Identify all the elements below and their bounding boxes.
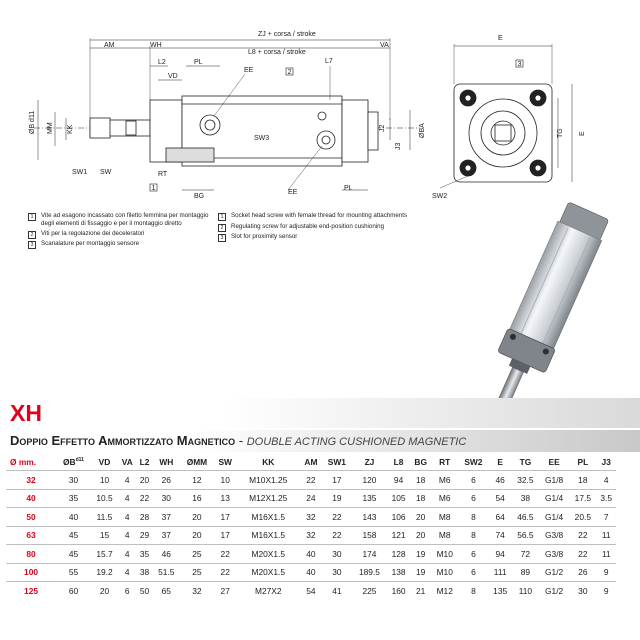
table-cell: 37 <box>153 526 180 545</box>
table-cell: 17 <box>322 471 352 490</box>
table-cell: G1/2 <box>539 582 569 600</box>
column-header: J3 <box>601 456 611 467</box>
table-cell: 20 <box>180 526 214 545</box>
table-cell: 19.2 <box>91 563 118 582</box>
table-cell: 106 <box>387 508 410 527</box>
label-l7: L7 <box>325 58 333 65</box>
label-sw1: SW1 <box>72 169 88 176</box>
bore-cell: 50 <box>6 508 56 527</box>
table-header-row <box>6 453 616 471</box>
table-cell: 74 <box>489 526 512 545</box>
table-cell: 30 <box>56 471 91 490</box>
label-sw: SW <box>100 169 112 176</box>
table-cell: 40 <box>300 545 322 564</box>
table-cell: 29 <box>136 526 152 545</box>
table-cell: 32 <box>300 508 322 527</box>
column-header: Ø mm. <box>10 456 37 467</box>
table-cell: 160 <box>387 582 410 600</box>
column-header: VA <box>121 456 133 467</box>
table-row <box>6 508 616 527</box>
label-wh: WH <box>150 42 162 49</box>
series-description <box>10 433 466 448</box>
table-cell: 27 <box>214 582 236 600</box>
table-cell: 46 <box>489 471 512 490</box>
table-cell: 22 <box>214 563 236 582</box>
table-cell: 18 <box>410 489 431 508</box>
bore-cell: 100 <box>6 563 56 582</box>
table-cell: 138 <box>387 563 410 582</box>
label-va: VA <box>380 42 389 49</box>
table-cell: 35 <box>136 545 152 564</box>
table-cell: 38 <box>136 563 152 582</box>
note-en-2: 2 Regulating screw for adjustable end-position cushioning <box>218 223 418 232</box>
table-cell: 22 <box>569 526 596 545</box>
table-cell: 51.5 <box>153 563 180 582</box>
table-row <box>6 563 616 582</box>
column-header: SW <box>218 456 232 467</box>
note-en-3: 3 Slot for proximity sensor <box>218 233 418 242</box>
table-cell: M12X1.25 <box>236 489 300 508</box>
label-j2: J2 <box>379 124 386 132</box>
table-cell: M16X1.5 <box>236 508 300 527</box>
table-cell: 38 <box>512 489 539 508</box>
callout-3 <box>516 60 523 68</box>
table-cell: 120 <box>352 471 387 490</box>
table-cell: 16 <box>180 489 214 508</box>
bore-cell: 80 <box>6 545 56 564</box>
table-cell: 94 <box>489 545 512 564</box>
label-l2: L2 <box>158 59 166 66</box>
svg-text:1: 1 <box>151 185 156 192</box>
label-sw3: SW3 <box>254 135 270 142</box>
table-cell: 35 <box>56 489 91 508</box>
bore-cell: 40 <box>6 489 56 508</box>
table-row <box>6 582 616 600</box>
table-cell: 174 <box>352 545 387 564</box>
table-cell: 32.5 <box>512 471 539 490</box>
table-cell: M12 <box>431 582 458 600</box>
table-cell: 30 <box>569 582 596 600</box>
label-kk: KK <box>67 124 74 134</box>
table-cell: 22 <box>214 545 236 564</box>
label-sw2: SW2 <box>432 193 448 200</box>
table-cell: 26 <box>569 563 596 582</box>
table-cell: 143 <box>352 508 387 527</box>
table-cell: 9 <box>596 563 616 582</box>
table-cell: 25 <box>180 563 214 582</box>
table-cell: 20 <box>136 471 152 490</box>
table-cell: 22 <box>322 526 352 545</box>
column-header: VD <box>98 456 111 467</box>
table-cell: G3/8 <box>539 545 569 564</box>
label-mm: MM <box>47 122 54 134</box>
table-cell: 17 <box>214 526 236 545</box>
label-am: AM <box>104 42 115 49</box>
column-header: BG <box>414 456 427 467</box>
column-header: WH <box>159 456 174 467</box>
table-cell: 45 <box>56 545 91 564</box>
table-cell: 4 <box>118 545 136 564</box>
label-j3: J3 <box>395 142 402 150</box>
table-cell: 11.5 <box>91 508 118 527</box>
label-e-top: E <box>498 35 503 42</box>
table-row <box>6 526 616 545</box>
column-header: RT <box>439 456 451 467</box>
column-header: KK <box>262 456 275 467</box>
table-cell: G1/4 <box>539 489 569 508</box>
table-cell: 4 <box>118 489 136 508</box>
table-cell: 64 <box>489 508 512 527</box>
table-row <box>6 471 616 490</box>
dimensions-table <box>6 453 616 600</box>
column-header: ØMM <box>186 456 208 467</box>
column-header: TG <box>519 456 532 467</box>
label-ee-bottom: EE <box>288 189 298 196</box>
label-oba: ØBA <box>419 123 426 138</box>
label-tg: TG <box>557 128 564 138</box>
table-cell: 10.5 <box>91 489 118 508</box>
table-cell: M10X1.25 <box>236 471 300 490</box>
table-cell: 25 <box>180 545 214 564</box>
label-ee: EE <box>244 67 254 74</box>
svg-text:2: 2 <box>287 69 292 76</box>
table-cell: 17.5 <box>569 489 596 508</box>
table-cell: M10 <box>431 545 458 564</box>
table-cell: 225 <box>352 582 387 600</box>
bore-cell: 32 <box>6 471 56 490</box>
table-row <box>6 545 616 564</box>
table-cell: 6 <box>458 563 488 582</box>
table-cell: 105 <box>387 489 410 508</box>
table-cell: 45 <box>56 526 91 545</box>
table-cell: 46 <box>153 545 180 564</box>
table-cell: 111 <box>489 563 512 582</box>
table-cell: 22 <box>136 489 152 508</box>
table-row <box>6 489 616 508</box>
table-cell: M6 <box>431 489 458 508</box>
table-cell: 6 <box>458 489 488 508</box>
note-it-1: 1 Vite ad esagono incassato con filetto femmina per montaggio degli elementi di fissaggio e per il montaggio diretto <box>28 212 213 228</box>
table-cell: M6 <box>431 471 458 490</box>
technical-drawing <box>0 0 640 215</box>
note-en-1: 1 Socket head screw with female thread for mounting attachments <box>218 212 418 221</box>
table-cell: 19 <box>410 563 431 582</box>
table-cell: 6 <box>118 582 136 600</box>
table-cell: 40 <box>56 508 91 527</box>
table-cell: 4 <box>118 563 136 582</box>
column-header: E <box>497 456 503 467</box>
table-cell: 21 <box>410 582 431 600</box>
table-cell: M20X1.5 <box>236 563 300 582</box>
label-pl-bottom: PL <box>344 185 353 192</box>
label-zj-stroke: ZJ + corsa / stroke <box>258 31 316 38</box>
table-cell: 46.5 <box>512 508 539 527</box>
table-cell: 4 <box>118 508 136 527</box>
label-e-side: E <box>579 131 586 136</box>
callout-1 <box>150 184 157 192</box>
note-it-3: 3 Scanalature per montaggio sensore <box>28 240 213 249</box>
description-english: DOUBLE ACTING CUSHIONED MAGNETIC <box>246 436 467 448</box>
label-l8-stroke: L8 + corsa / stroke <box>248 49 306 56</box>
table-cell: 32 <box>180 582 214 600</box>
table-cell: 41 <box>322 582 352 600</box>
column-header: $ØB_{d11}$ <box>63 456 84 467</box>
table-cell: 20.5 <box>569 508 596 527</box>
table-cell: 18 <box>569 471 596 490</box>
table-cell: M8 <box>431 508 458 527</box>
table-cell: 9 <box>596 582 616 600</box>
column-header: L8 <box>393 456 404 467</box>
column-header: ZJ <box>364 456 375 467</box>
table-cell: 11 <box>596 545 616 564</box>
table-cell: 4 <box>118 526 136 545</box>
table-cell: 89 <box>512 563 539 582</box>
table-cell: 135 <box>352 489 387 508</box>
table-cell: 8 <box>458 582 488 600</box>
table-cell: 50 <box>136 582 152 600</box>
table-cell: 20 <box>410 508 431 527</box>
table-cell: 12 <box>180 471 214 490</box>
table-cell: 121 <box>387 526 410 545</box>
table-cell: 158 <box>352 526 387 545</box>
table-cell: 24 <box>300 489 322 508</box>
table-cell: 20 <box>180 508 214 527</box>
table-cell: 8 <box>458 526 488 545</box>
table-cell: 189.5 <box>352 563 387 582</box>
table-cell: 30 <box>153 489 180 508</box>
table-cell: G1/8 <box>539 471 569 490</box>
table-cell: 3.5 <box>596 489 616 508</box>
table-cell: 55 <box>56 563 91 582</box>
table-cell: 28 <box>136 508 152 527</box>
table-cell: M27X2 <box>236 582 300 600</box>
description-italian: Doppio Effetto Ammortizzato Magnetico <box>10 433 236 448</box>
table-cell: 54 <box>489 489 512 508</box>
column-header: EE <box>548 456 560 467</box>
table-cell: 72 <box>512 545 539 564</box>
table-cell: 22 <box>322 508 352 527</box>
column-header: AM <box>304 456 318 467</box>
table-cell: 22 <box>300 471 322 490</box>
table-cell: 65 <box>153 582 180 600</box>
cylinder-product-photo <box>462 196 612 421</box>
table-cell: 6 <box>458 471 488 490</box>
callout-2 <box>286 68 293 76</box>
table-cell: 7 <box>596 508 616 527</box>
series-code: XH <box>10 400 42 426</box>
column-header: L2 <box>139 456 150 467</box>
column-header: PL <box>577 456 589 467</box>
table-cell: 19 <box>322 489 352 508</box>
notes-italian <box>28 212 213 251</box>
table-cell: G1/2 <box>539 563 569 582</box>
label-rt: RT <box>158 171 168 178</box>
note-it-2: 2 Viti per la regolazione dei deceleratori <box>28 230 213 239</box>
table-cell: 13 <box>214 489 236 508</box>
table-cell: 15.7 <box>91 545 118 564</box>
table-cell: 56.5 <box>512 526 539 545</box>
table-cell: M16X1.5 <box>236 526 300 545</box>
table-cell: 17 <box>214 508 236 527</box>
table-cell: 22 <box>569 545 596 564</box>
label-bg: BG <box>194 193 205 200</box>
bore-cell: 125 <box>6 582 56 600</box>
table-cell: 19 <box>410 545 431 564</box>
svg-text:3: 3 <box>517 61 522 68</box>
table-cell: G3/8 <box>539 526 569 545</box>
table-cell: 11 <box>596 526 616 545</box>
table-cell: M8 <box>431 526 458 545</box>
table-cell: 40 <box>300 563 322 582</box>
label-vd: VD <box>168 73 178 80</box>
table-cell: 20 <box>91 582 118 600</box>
table-cell: 128 <box>387 545 410 564</box>
description-separator: - <box>235 433 247 448</box>
table-cell: 54 <box>300 582 322 600</box>
table-cell: 10 <box>214 471 236 490</box>
table-cell: 135 <box>489 582 512 600</box>
table-cell: 10 <box>91 471 118 490</box>
table-cell: M20X1.5 <box>236 545 300 564</box>
table-cell: 18 <box>410 471 431 490</box>
table-cell: G1/4 <box>539 508 569 527</box>
table-cell: 6 <box>458 545 488 564</box>
table-cell: 8 <box>458 508 488 527</box>
table-cell: 110 <box>512 582 539 600</box>
table-cell: 20 <box>410 526 431 545</box>
table-cell: 60 <box>56 582 91 600</box>
table-cell: 32 <box>300 526 322 545</box>
bore-cell: 63 <box>6 526 56 545</box>
table-cell: 37 <box>153 508 180 527</box>
table-cell: 4 <box>596 471 616 490</box>
column-header: SW1 <box>327 456 346 467</box>
notes-english <box>218 212 418 244</box>
table-cell: 26 <box>153 471 180 490</box>
label-ob-d11: ØB d11 <box>29 110 36 134</box>
table-cell: 4 <box>118 471 136 490</box>
table-cell: M10 <box>431 563 458 582</box>
table-cell: 30 <box>322 545 352 564</box>
label-pl: PL <box>194 59 203 66</box>
table-cell: 30 <box>322 563 352 582</box>
table-cell: 15 <box>91 526 118 545</box>
column-header: SW2 <box>464 456 483 467</box>
series-header-band <box>0 398 640 428</box>
table-cell: 94 <box>387 471 410 490</box>
